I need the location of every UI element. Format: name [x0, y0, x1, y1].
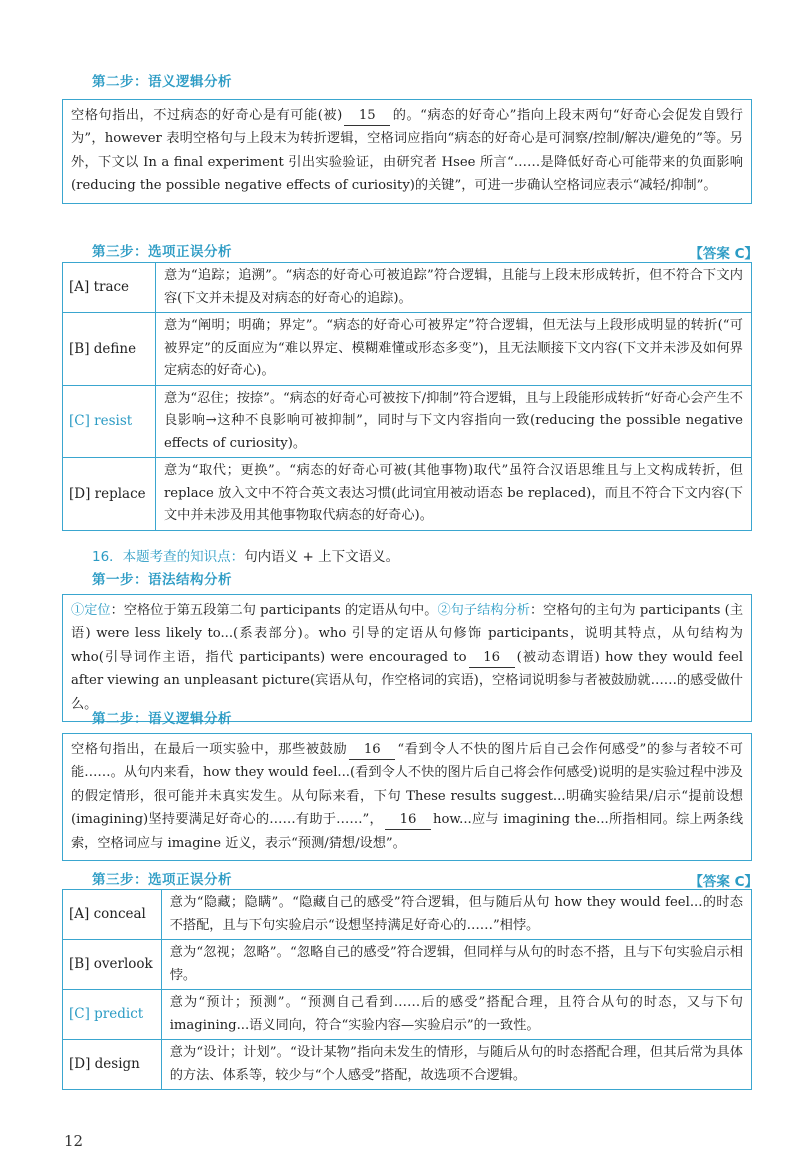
option-row — [63, 385, 752, 458]
text: “看到令人不快的图片后自己会作何感受”的参与者较不可能……。从句内来看，how they would feel...(看到令人不快的图片后自己将会作何感受)说明的是实验过程中涉及的假定情形，很可能并未真实发生。从句际来看，下句 These results suggest...明确实验结果/启示“提前设想(imagining)坚持要满足好奇心的……有助于……”， — [71, 742, 743, 828]
q15-options-table — [62, 262, 752, 531]
text: how...应与 imagining the...所指相同。综上两条线索，空格词应与 imagine 近义，表示“预测/猜想/设想”。 — [71, 812, 744, 851]
text: (被动态谓语) how they would feel after viewing an unpleasant picture(宾语从句，作空格词的宾语)，空格词说明参与者被鼓励就……的感受做什么。 — [71, 649, 744, 712]
blank-15: 15 — [344, 107, 390, 126]
option-row — [63, 458, 752, 531]
q15-step2-heading: 第二步：语义逻辑分析 — [92, 74, 232, 90]
option-explanation: 意为“隐藏；隐瞒”。“隐藏自己的感受”符合逻辑，但与随后从句 how they would feel...的时态不搭配，且与下句实验启示“设想坚持满足好奇心的……”相悖。 — [161, 890, 751, 940]
q15-answer: 【答案 C】 — [689, 246, 758, 262]
option-explanation: 意为“设计；计划”。“设计某物”指向未发生的情形，与随后从句的时态搭配合理，但其后常为具体的方法、体系等，较少与“个人感受”搭配，故选项不合逻辑。 — [161, 1040, 751, 1090]
option-label-correct: [C] predict — [63, 990, 162, 1040]
text: 空格句指出，在最后一项实验中，那些被鼓励 — [71, 742, 348, 757]
option-label: [D] replace — [63, 458, 156, 531]
q15-semantic-analysis-box — [62, 99, 752, 204]
option-label: [A] trace — [63, 263, 156, 313]
text: 的。“病态的好奇心”指向上段末两句“好奇心会促发自毁行为”，however 表明空格句与上段末为转折逻辑，空格词应指向“病态的好奇心是可洞察/控制/解决/避免的”等。另外，下文以 In a final experiment 引出实验验证，由研究者 Hsee 所言“……是降低好奇心可能带来的负面影响(reducing the possible negative effects of curiosity)的关键”，可进一步确认空格词应表示“减轻/抑制”。 — [71, 108, 743, 194]
option-row — [63, 1040, 752, 1090]
q16-semantic-analysis-box — [62, 733, 752, 861]
q16-title — [92, 545, 399, 565]
q16-step2-heading: 第二步：语义逻辑分析 — [92, 711, 232, 727]
text: 空格句指出，不过病态的好奇心是有可能(被) — [71, 108, 343, 123]
page-number: 12 — [64, 1132, 84, 1150]
marker: ②句子结构分析 — [437, 603, 530, 618]
text: ：空格位于第五段第二句 participants 的定语从句中。 — [110, 603, 438, 618]
option-row — [63, 313, 752, 386]
option-explanation: 意为“预计；预测”。“预测自己看到……后的感受”搭配合理，且符合从句的时态，又与下句 imagining...语义同向，符合“实验内容—实验启示”的一致性。 — [161, 990, 751, 1040]
option-row — [63, 940, 752, 990]
q15-step3-heading: 第三步：选项正误分析 — [92, 244, 232, 260]
q16-title-number: 16．本题考查的知识点： — [92, 549, 245, 565]
marker: ①定位 — [71, 603, 111, 618]
option-label-correct: [C] resist — [63, 385, 156, 458]
option-label: [A] conceal — [63, 890, 162, 940]
option-explanation: 意为“阐明；明确；界定”。“病态的好奇心可被界定”符合逻辑，但无法与上段形成明显的转折(“可被界定”的反面应为“难以界定、模糊难懂或形态多变”)，且无法顺接下文内容(下文并未涉及如何界定病态的好奇心)。 — [156, 313, 752, 386]
option-row — [63, 990, 752, 1040]
option-row — [63, 890, 752, 940]
option-label: [D] design — [63, 1040, 162, 1090]
q16-answer: 【答案 C】 — [689, 874, 758, 890]
option-explanation: 意为“忍住；按捺”。“病态的好奇心可被按下/抑制”符合逻辑，且与上段能形成转折“好奇心会产生不良影响→这种不良影响可被抑制”，同时与下文内容指向一致(reducing the possible negative effects of curiosity)。 — [156, 385, 752, 458]
text: ：空格句的主句为 participants (主语) were less likely to...(系表部分)。who 引导的定语从句修饰 participants，说明其特点，从句结构为 who(引导词作主语，指代 participants) were encouraged to — [71, 603, 744, 665]
q16-options-table — [62, 889, 752, 1090]
option-explanation: 意为“忽视；忽略”。“忽略自己的感受”符合逻辑，但同样与从句的时态不搭，且与下句实验启示相悖。 — [161, 940, 751, 990]
blank-16: 16 — [349, 741, 395, 760]
option-explanation: 意为“取代；更换”。“病态的好奇心可被(其他事物)取代”虽符合汉语思维且与上文构成转折，但 replace 放入文中不符合英文表达习惯(此词宜用被动语态 be replaced)，而且不符合下文内容(下文中并未涉及用其他事物取代病态的好奇心)。 — [156, 458, 752, 531]
option-explanation: 意为“追踪；追溯”。“病态的好奇心可被追踪”符合逻辑，且能与上段末形成转折，但不符合下文内容(下文并未提及对病态的好奇心的追踪)。 — [156, 263, 752, 313]
option-label: [B] overlook — [63, 940, 162, 990]
q16-structure-analysis-box — [62, 594, 752, 722]
q16-title-rest: 句内语义 + 上下文语义。 — [244, 549, 400, 565]
blank-16: 16 — [469, 649, 515, 668]
q16-step3-heading: 第三步：选项正误分析 — [92, 872, 232, 888]
q16-step1-heading: 第一步：语法结构分析 — [92, 572, 232, 588]
blank-16: 16 — [385, 811, 431, 830]
option-row — [63, 263, 752, 313]
option-label: [B] define — [63, 313, 156, 386]
